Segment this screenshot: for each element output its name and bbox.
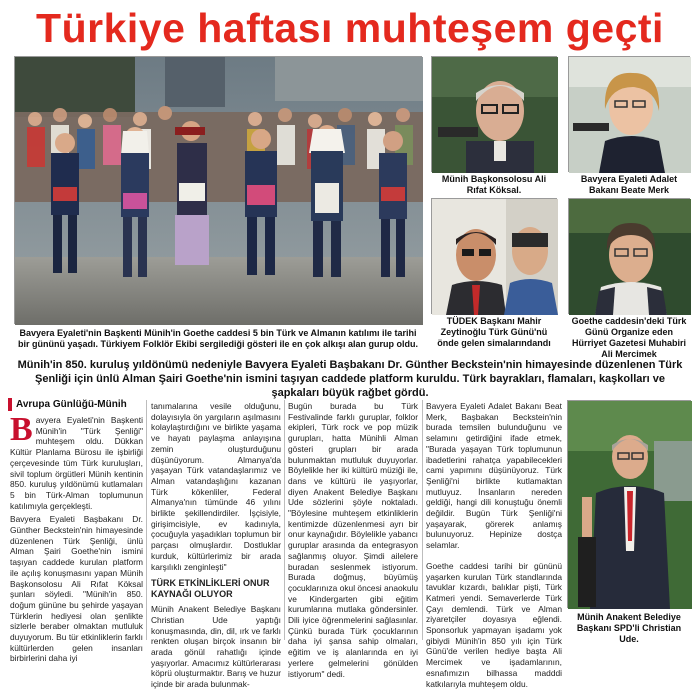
article-column-2: [151, 401, 281, 690]
column-divider: [422, 400, 423, 640]
article-paragraph: Bugün burada bu Türk Festivalinde farklı guruplar, folklor ekipleri, Türk rock ve pop müzik gurupları, hatta Münihli Alman gösteri grupları bir arada bulunmaktan mutluluk duyuyorlar. Böylelikle her iki kültürü müziği ile, dans ve kültürü ile yaşıyorlar, diyen Anakent Belediye Başkanı Ude sözlerini şöyle noktaladı. "Böylesine muhteşem etkinliklerin kentimizde düzenlenmesi ayrı bir onur kaynağıdır. Böylelikle yabancı guruplar arasında da entegrasyon sağlanmış oluyor. Şimdi ailelere buradan seslenmek istiyorum. Burada doğmuş, büyümüş çocuklarınıza okul öncesi anaokulu ve Kindergarten gibi eğitim kurumlarına mutlaka göndersinler. Dili iyice öğrenmelerini sağlasınlar. Çünkü burada Türk çocuklarının daha iyi şansa sahip olmaları, eğitim ve iş alanlarında en iyi yerlere gelmelerini gönülden istiyorum" dedi.: [288, 401, 418, 679]
article-paragraph: Bavyera Eyaleti Başbakanı Dr. Günther Beckstein'nin himayesinde düzenlenen Türk Şenliği, ünlü Alman Şairi Goethe'nin ismini taşıyan caddede kurulan platform ile açılış konuşmasını yapan Münih Başkonsolosu Ali Rıfat Köksal şunları söyledi. "Münih'in 850. doğum gününe bu şehirde yaşayan Türklerin hediyesi olan şenlikte sizlerle beraber olmaktan mutluluk duyuyorum. Bu tür etkinliklerin farklı kültürlerden gelen insanları birbirlerini daha iyi: [10, 514, 143, 664]
goethe-organizer-caption: Goethe caddesin'deki Türk Günü Organize eden Hürriyet Gazetesi Muhabiri Ali Mercimek: [571, 316, 687, 359]
article-paragraph: tanımalarına vesile olduğunu, dolayısıyla ön yargıların aşılmasını kolaylaştırdığını ve birlikte yaşama ve hayatı paylaşma anlayışına zemin oluşturduğunu düşünüyorum. Almanya'da yaşayan Türk vatandaşlarımız ve Alman vatandaşlığını kazanan Türk kökenliler, Federal Almanya'nın tümünde 46 yılını birlikte şekillendirdiler. İşçisiyle, girişimcisiyle, ev kadınıyla, çocuğuyla yaşadıkları toplumun bir parçası olmuşlardır. Dostluklar kurduk, kültürlerimiz bir arada karşılıklı zenginleşti": [151, 401, 281, 572]
tudek-caption: TÜDEK Başkanı Mahir Zeytinoğlu Türk Günü'nü önde gelen simalarındandı: [437, 316, 551, 348]
article-paragraph: Münih Anakent Belediye Başkanı Christian Ude yaptığı konuşmasında, din, dil, ırk ve farklı renkten oluşan birçok insanın bir arada gönül rahatlığı içinde yaşıyorlar. Amacımız kültürlerarası köprü oluşturmaktır. Barış ve huzur içinde bir arada bulunmak-: [151, 604, 281, 690]
column-divider: [284, 400, 285, 640]
tudek-photo: [431, 198, 557, 314]
minister-portrait: [569, 57, 691, 173]
article-column-3: [288, 401, 418, 679]
mayor-caption: Münih Anakent Belediye Başkanı SPD'li Christian Ude.: [576, 612, 682, 644]
article-paragraph: Bavyera Eyaleti Adalet Bakanı Beat Merk, Başbakan Beckstein'nin burada temsilen bulunduğunu ve selamını getirdiğini ifade etmek, "Burada yaşayan Türk toplumunun ibadetlerini rahatça yapabilecekleri cami yapımını düşünüyoruz. Türk Şenliği'ni birlikte kutlamaktan mutluyuz. İnsanların nereden geldiği, hangi dili konuştuğu önemli değildir. Bugün Türk Şenliği'ni yaşayarak, görerek anlamış bulunuyoruz. Hepinize dostça selamlar.: [426, 401, 562, 551]
consul-caption: Münih Başkonsolosu Ali Rıfat Köksal.: [441, 174, 547, 195]
article-column-4: [426, 401, 562, 689]
main-photo-caption: Bavyera Eyaleti'nin Başkenti Münih'in Goethe caddesi 5 bin Türk ve Almanın katılımı ile tarihi bir gününü yaşadı. Türkiyem Folklör Ekibi sergilediği gösteri ile en çok alkışı alan gurup oldu.: [17, 328, 419, 349]
article-paragraph: avyera Eyaleti'nin Başkenti Münih'in "Türk Şenliği" muhteşem oldu. Dükkan Kültür Planlama Bürosu ile işbirliği çerçevesinde tüm Türk kuruluşları, sivil toplum örgütleri Münih kentinin 850. kuruluş yıldönümü kutlamaları 5 bin Türk-Alman toplumunun katılımıyla gerçekleşti.: [10, 415, 143, 511]
section-tag: Avrupa Günlüğü-Münih: [8, 398, 132, 411]
tudek-portrait: [432, 199, 558, 315]
organizer-portrait: [569, 199, 691, 315]
dropcap: B: [10, 411, 33, 448]
mayor-portrait: [568, 401, 692, 609]
mayor-photo: [567, 400, 691, 608]
folk-dance-image: [15, 57, 423, 325]
consul-portrait: [432, 57, 558, 173]
lead-paragraph: Münih'in 850. kuruluş yıldönümü nedeniyle Bavyera Eyaleti Başbakanı Dr. Günther Beckstein'nin himayesinde düzenlenen Türk Şenliği için ünlü Alman Şairi Goethe'nin ismini taşıyan caddede platform kuruldu. Türk bayrakları, flamaları, kaşkolları ve şapkaları büyük rağbet gördü.: [17, 359, 683, 399]
headline: Türkiye haftası muhteşem geçti: [36, 5, 664, 51]
article-subhead: TÜRK ETKİNLİKLERİ ONUR KAYNAĞI OLUYOR: [151, 578, 270, 600]
consul-photo: [431, 56, 557, 172]
article-column-1: [10, 411, 143, 664]
minister-photo: [568, 56, 690, 172]
goethe-organizer-photo: [568, 198, 690, 314]
column-divider: [146, 400, 147, 640]
minister-caption: Bavyera Eyaleti Adalet Bakanı Beate Merk: [580, 174, 678, 195]
article-paragraph: Goethe caddesi tarihi bir gününü yaşarken kurulan Türk standlarında tavuklar kızardı, balıklar pişti, Türk Katmeri yendi. Semaverlerde Türk Çayı demlendi. Türk ve Alman ziyaretçiler doyasıya eğlendi. Sponsorluk yapmayan işadamı yok gibiydi Münih'in 850 yılı için Türk Günü'de verilen hediye başta Ali Mercimek ve işadamlarının, esnafımızın bilhassa madddi katkılarıyla muhteşem oldu.: [426, 560, 562, 689]
main-photo: [14, 56, 422, 324]
